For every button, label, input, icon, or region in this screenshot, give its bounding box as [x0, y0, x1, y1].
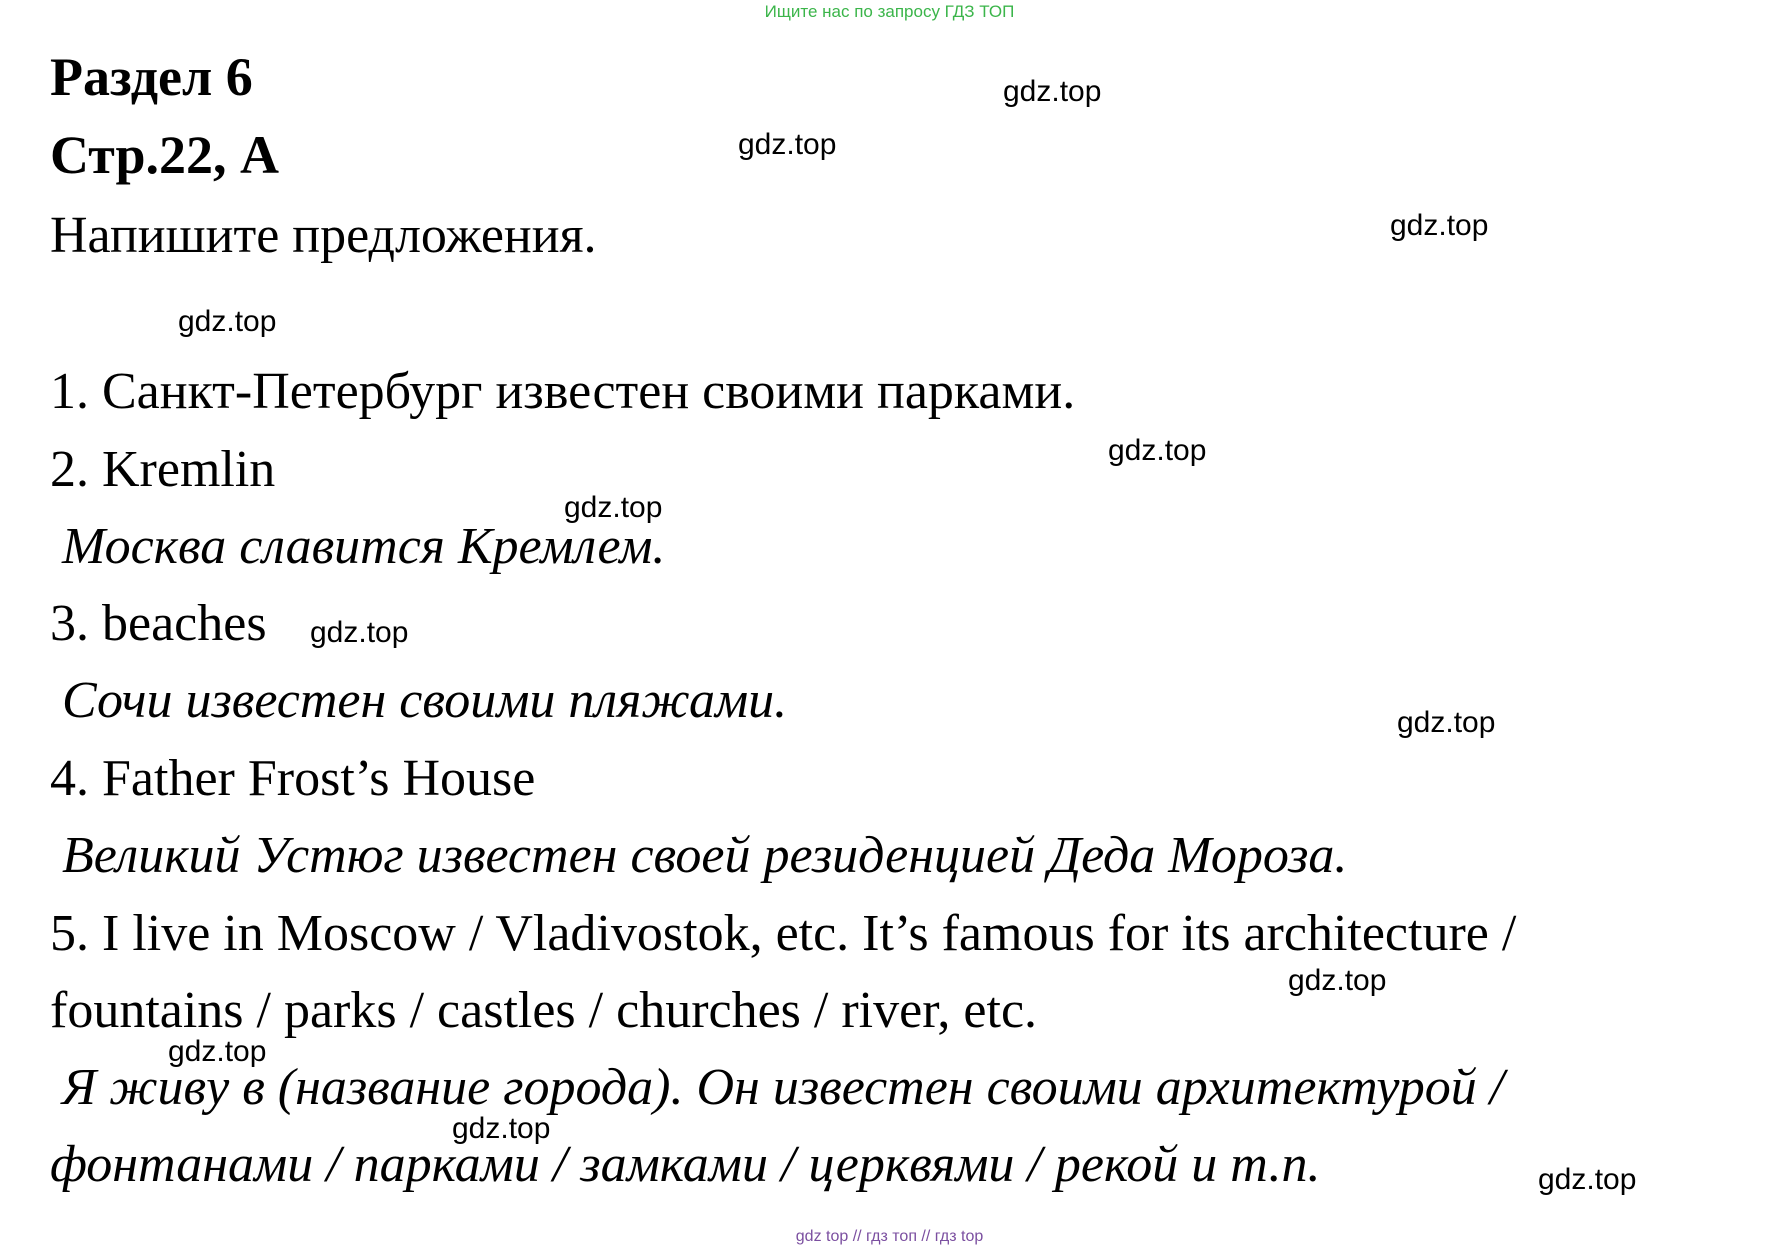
item-4-answer: Великий Устюг известен своей резиденцией Деда Мороза.	[62, 827, 1348, 884]
section-title: Раздел 6	[50, 47, 253, 107]
watermark: gdz.top	[452, 1112, 551, 1145]
bottom-banner: gdz top // гдз топ // гдз top	[795, 1228, 984, 1245]
item-5-answer-line-1: Я живу в (название города). Он известен своими архитектурой /	[62, 1059, 1505, 1116]
item-5-prompt-line-1: 5. I live in Moscow / Vladivostok, etc. It’s famous for its architecture /	[50, 905, 1517, 962]
top-banner: Ищите нас по запросу ГДЗ ТОП	[764, 2, 1015, 21]
item-4-prompt: 4. Father Frost’s House	[50, 750, 536, 807]
item-3-answer: Сочи известен своими пляжами.	[62, 672, 788, 729]
item-2-answer: Москва славится Кремлем.	[62, 518, 666, 575]
watermark: gdz.top	[168, 1035, 267, 1068]
watermark: gdz.top	[1108, 434, 1207, 467]
page-reference: Стр.22, А	[50, 125, 279, 185]
watermark: gdz.top	[564, 491, 663, 524]
watermark: gdz.top	[1538, 1163, 1637, 1196]
watermark: gdz.top	[1397, 706, 1496, 739]
item-5-prompt-line-2: fountains / parks / castles / churches / river, etc.	[50, 982, 1038, 1039]
watermark: gdz.top	[178, 305, 277, 338]
item-3-prompt: 3. beaches	[50, 595, 267, 652]
item-5-answer-line-2: фонтанами / парками / замками / церквями / рекой и т.п.	[50, 1136, 1321, 1193]
watermark: gdz.top	[1003, 75, 1102, 108]
item-1-prompt: 1. Санкт-Петербург известен своими парками.	[50, 363, 1076, 420]
watermark: gdz.top	[1288, 964, 1387, 997]
watermark: gdz.top	[738, 128, 837, 161]
watermark: gdz.top	[310, 616, 409, 649]
watermark: gdz.top	[1390, 209, 1489, 242]
task-instruction: Напишите предложения.	[50, 207, 597, 264]
item-2-prompt: 2. Kremlin	[50, 441, 276, 498]
